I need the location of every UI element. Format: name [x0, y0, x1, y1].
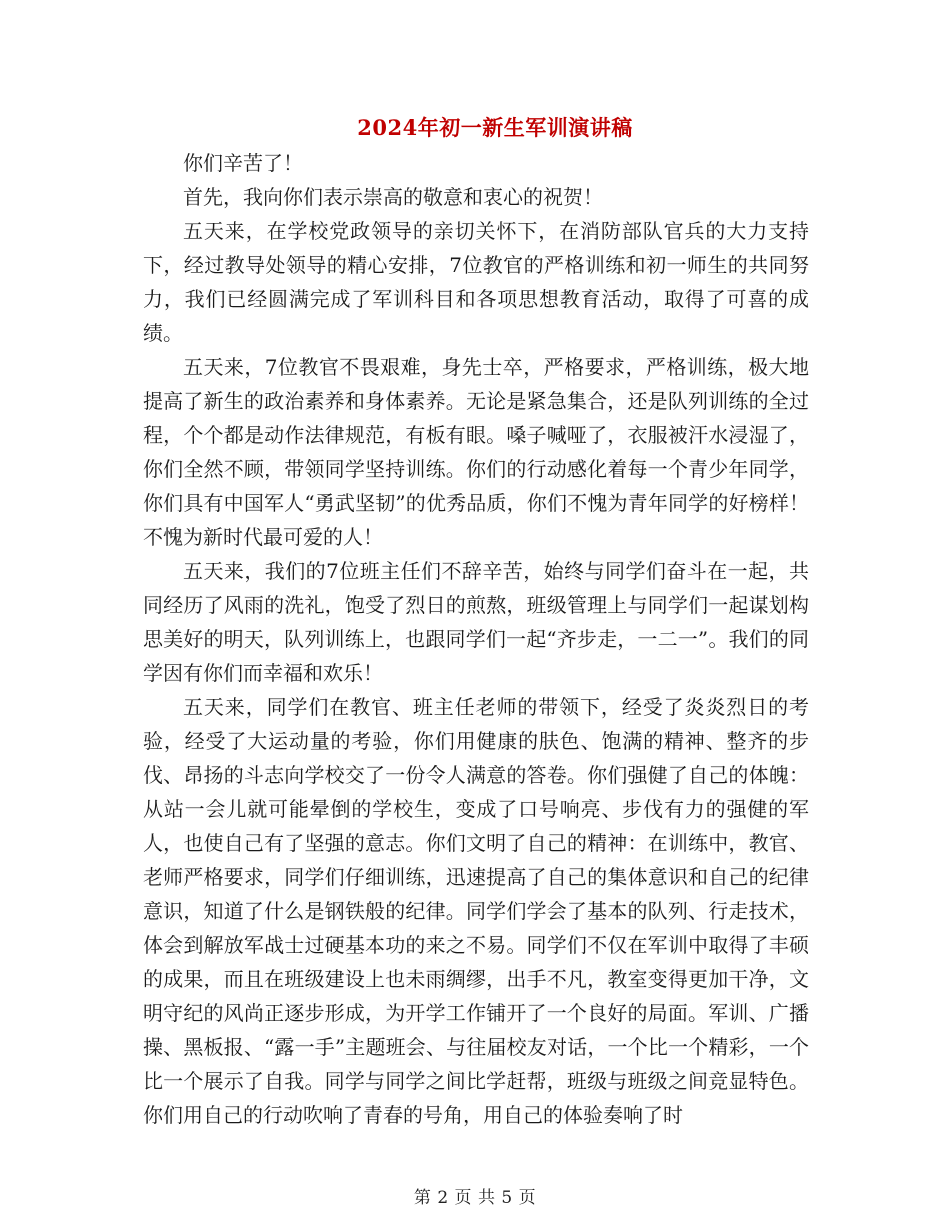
paragraph-students: 五天来，同学们在教官、班主任老师的带领下，经受了炎炎烈日的考验，经受了大运动量的考验，你们用健康的肤色、饱满的精神、整齐的步伐、昂扬的斗志向学校交了一份令人满意的答卷。你们强健了自己的体魄：从站一会儿就可能晕倒的学校生，变成了口号响亮、步伐有力的强健的军人，也使自己有了坚强的意志。你们文明了自己的精神：在训练中，教官、老师严格要求，同学们仔细训练，迅速提高了自己的集体意识和自己的纪律意识，知道了什么是钢铁般的纪律。同学们学会了基本的队列、行走技术，体会到解放军战士过硬基本功的来之不易。同学们不仅在军训中取得了丰硕的成果，而且在班级建设上也未雨绸缪，出手不凡，教室变得更加干净，文明守纪的风尚正逐步形成，为开学工作铺开了一个良好的局面。军训、广播操、黑板报、“露一手”主题班会、与往届校友对话，一个比一个精彩，一个比一个展示了自我。同学与同学之间比学赶帮，班级与班级之间竞显特色。你们用自己的行动吹响了青春的号角，用自己的体验奏响了时: [143, 695, 809, 1127]
paragraph-overview: 五天来，在学校党政领导的亲切关怀下，在消防部队官兵的大力支持下，经过教导处领导的精心安排，7位教官的严格训练和初一师生的共同努力，我们已经圆满完成了军训科目和各项思想教育活动，取得了可喜的成绩。: [143, 219, 809, 345]
paragraph-instructors: 五天来，7位教官不畏艰难，身先士卒，严格要求，严格训练，极大地提高了新生的政治素养和身体素养。无论是紧急集合，还是队列训练的全过程，个个都是动作法律规范，有板有眼。嗓子喊哑了，衣服被汗水浸湿了，你们全然不顾，带领同学坚持训练。你们的行动感化着每一个青少年同学，你们具有中国军人“勇武坚韧”的优秀品质，你们不愧为青年同学的好榜样！不愧为新时代最可爱的人！: [143, 355, 809, 549]
paragraph-greeting: 你们辛苦了！: [183, 151, 303, 175]
document-body: [143, 146, 809, 1132]
document-title: 2024年初一新生军训演讲稿: [357, 115, 633, 140]
paragraph-head-teachers: 五天来，我们的7位班主任们不辞辛苦，始终与同学们奋斗在一起，共同经历了风雨的洗礼，饱受了烈日的煎熬，班级管理上与同学们一起谋划构思美好的明天，队列训练上，也跟同学们一起“齐步走，一二一”。我们的同学因有你们而幸福和欢乐！: [143, 559, 809, 685]
page-number-footer: 第 2 页 共 5 页: [413, 1188, 537, 1208]
paragraph-congratulation: 首先，我向你们表示崇高的敬意和衷心的祝贺！: [183, 185, 603, 209]
